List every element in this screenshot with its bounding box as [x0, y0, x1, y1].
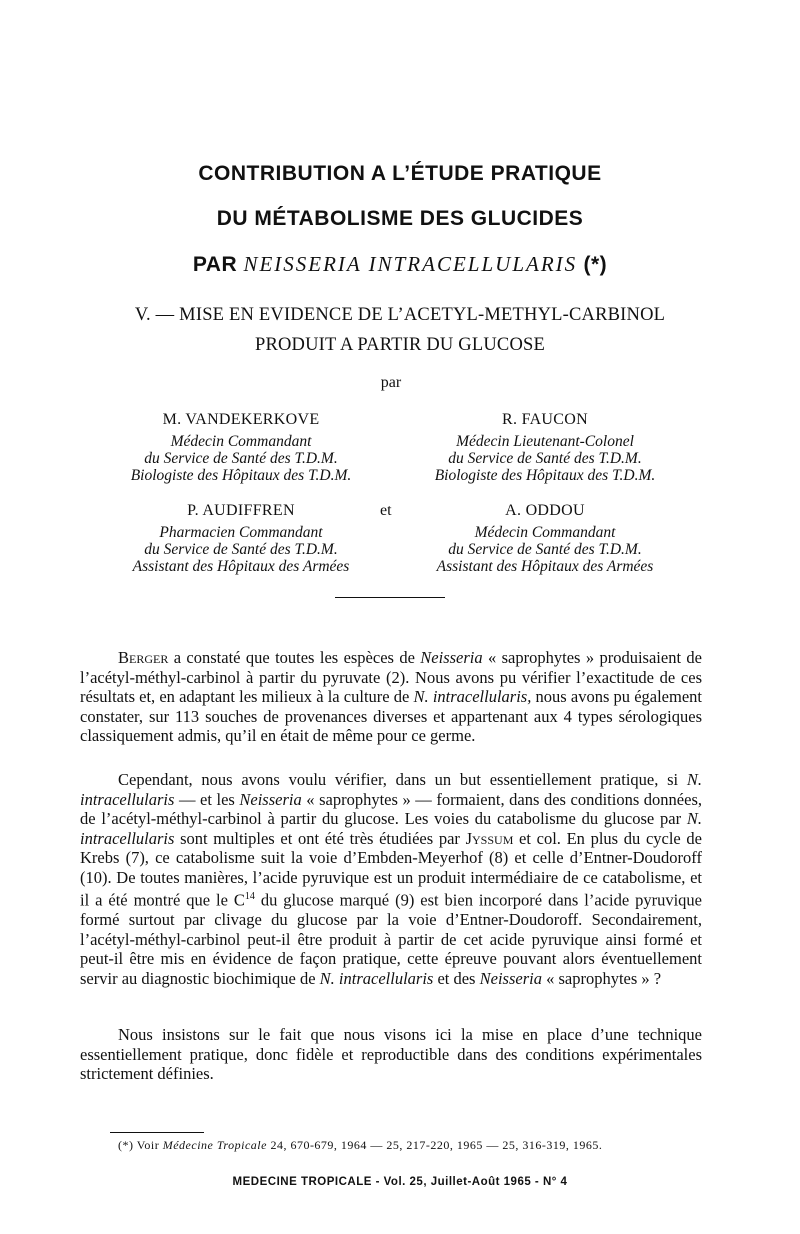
author-role: du Service de Santé des T.D.M. — [144, 450, 338, 467]
author-role: Biologiste des Hôpitaux des T.D.M. — [130, 467, 352, 484]
author-role: du Service de Santé des T.D.M. — [144, 541, 338, 558]
body-paragraph-3 — [80, 1025, 702, 1084]
author-block — [400, 502, 690, 575]
author-name: R. FAUCON — [502, 411, 588, 428]
author-conjunction: et — [380, 502, 392, 519]
species-name: N. intracellularis — [80, 770, 702, 809]
footnote-refs: 24, 670-679, 1964 — 25, 217-220, 1965 — 25, 316-319, 1965. — [266, 1138, 603, 1152]
species-name: N. intracellularis — [319, 968, 434, 988]
author-role: Assistant des Hôpitaux des Armées — [132, 558, 350, 575]
text-span: nous avons pu également constater, sur 113 souches de provenances diverses et appartenant aux 4 types sérologiques classiquement admis, qu’il en était de même pour ce germe. — [80, 687, 702, 745]
article-subtitle-line-2: PRODUIT A PARTIR DU GLUCOSE — [254, 335, 546, 355]
author-role: du Service de Santé des T.D.M. — [448, 450, 642, 467]
running-footer: MEDECINE TROPICALE - Vol. 25, Juillet-Août 1965 - N° 4 — [232, 1176, 568, 1188]
text-span: et des — [433, 968, 480, 988]
article-title-line-2: DU MÉTABOLISME DES GLUCIDES — [216, 207, 584, 230]
text-span: Cependant, nous avons voulu vérifier, dans un but essentiellement pratique, si — [118, 770, 687, 789]
footnote-journal: Médecine Tropicale — [162, 1138, 267, 1152]
author-role: Assistant des Hôpitaux des Armées — [436, 558, 654, 575]
paragraph-text: Nous insistons sur le fait que nous visons ici la mise en place d’une technique essentiellement pratique, donc fidèle et reproductible dans des conditions expérimentales strictement définies. — [80, 1025, 702, 1083]
footnote-mark: (*) Voir — [118, 1138, 163, 1152]
article-subtitle-line-1: V. — MISE EN EVIDENCE DE L’ACETYL-METHYL-CARBINOL — [134, 305, 666, 325]
footnote-divider — [110, 1132, 204, 1133]
genus-name: Neisseria — [239, 789, 302, 809]
text-span: — et les — [174, 789, 240, 809]
isotope-superscript: 14 — [244, 891, 255, 902]
section-divider — [335, 597, 445, 598]
author-surname: Jyssum — [465, 828, 514, 848]
author-role: Pharmacien Commandant — [159, 524, 323, 541]
footnote — [118, 1138, 718, 1153]
author-role: Biologiste des Hôpitaux des T.D.M. — [434, 467, 656, 484]
article-title-line-3 — [0, 252, 800, 277]
author-surname: Berger — [118, 648, 169, 667]
species-name: N. intracellularis — [80, 809, 702, 848]
genus-name: Neisseria — [479, 968, 542, 988]
author-block — [400, 411, 690, 484]
text-span: « saprophytes » produisaient de l’acétyl-méthyl-carbinol à partir du pyruvate (2). Nous avons pu vérifier l’exactitude de ces résultats et, en adaptant les milieux à la culture de — [80, 648, 702, 706]
author-role: du Service de Santé des T.D.M. — [448, 541, 642, 558]
body-paragraph-2 — [80, 770, 702, 988]
text-span: a constaté que toutes les espèces de — [168, 648, 421, 667]
title-footnote-mark: (*) — [583, 253, 608, 276]
text-span: du glucose marqué (9) est bien incorporé dans l’acide pyruvique formé surtout par clivage du glucose par la voie d’Entner-Doudoroff. Secondairement, l’acétyl-méthyl-carbinol peut-il être produit à partir de cet acide pyruvique ainsi formé et peut-il être mis en évidence de façon pratique, cette épreuve pouvant alors éventuellement servir au diagnostic biochimique de — [80, 890, 703, 988]
author-role: Médecin Commandant — [170, 433, 312, 450]
text-span: « saprophytes » ? — [541, 968, 662, 988]
author-block — [96, 502, 386, 575]
text-span: sont multiples et ont été très étudiées par — [174, 828, 466, 848]
text-span: et col. En plus du cycle de Krebs (7), ce catabolisme suit la voie d’Embden-Meyerhof (8) et celle d’Entner-Doudoroff (10). De toutes manières, l’acide pyruvique est un produit intermédiaire de ce catabolisme, et il a été montré que le C — [80, 828, 702, 910]
title-genus: NEISSERIA INTRACELLULARIS — [243, 252, 578, 276]
author-name: P. AUDIFFREN — [187, 502, 295, 519]
author-name: M. VANDEKERKOVE — [162, 411, 320, 428]
author-name: A. ODDOU — [505, 502, 585, 519]
author-block — [96, 411, 386, 484]
author-role: Médecin Lieutenant-Colonel — [456, 433, 634, 450]
title-prefix: PAR — [192, 253, 238, 276]
genus-name: Neisseria — [420, 648, 483, 667]
author-role: Médecin Commandant — [474, 524, 616, 541]
by-line: par — [380, 374, 402, 391]
species-name: N. intracellularis, — [413, 687, 532, 706]
body-paragraph-1 — [80, 648, 702, 746]
text-span: « saprophytes » — formaient, dans des conditions données, de l’acétyl-méthyl-carbinol à partir du glucose. Les voies du catabolisme du glucose par — [80, 789, 702, 828]
article-title-line-1: CONTRIBUTION A L’ÉTUDE PRATIQUE — [198, 162, 602, 185]
